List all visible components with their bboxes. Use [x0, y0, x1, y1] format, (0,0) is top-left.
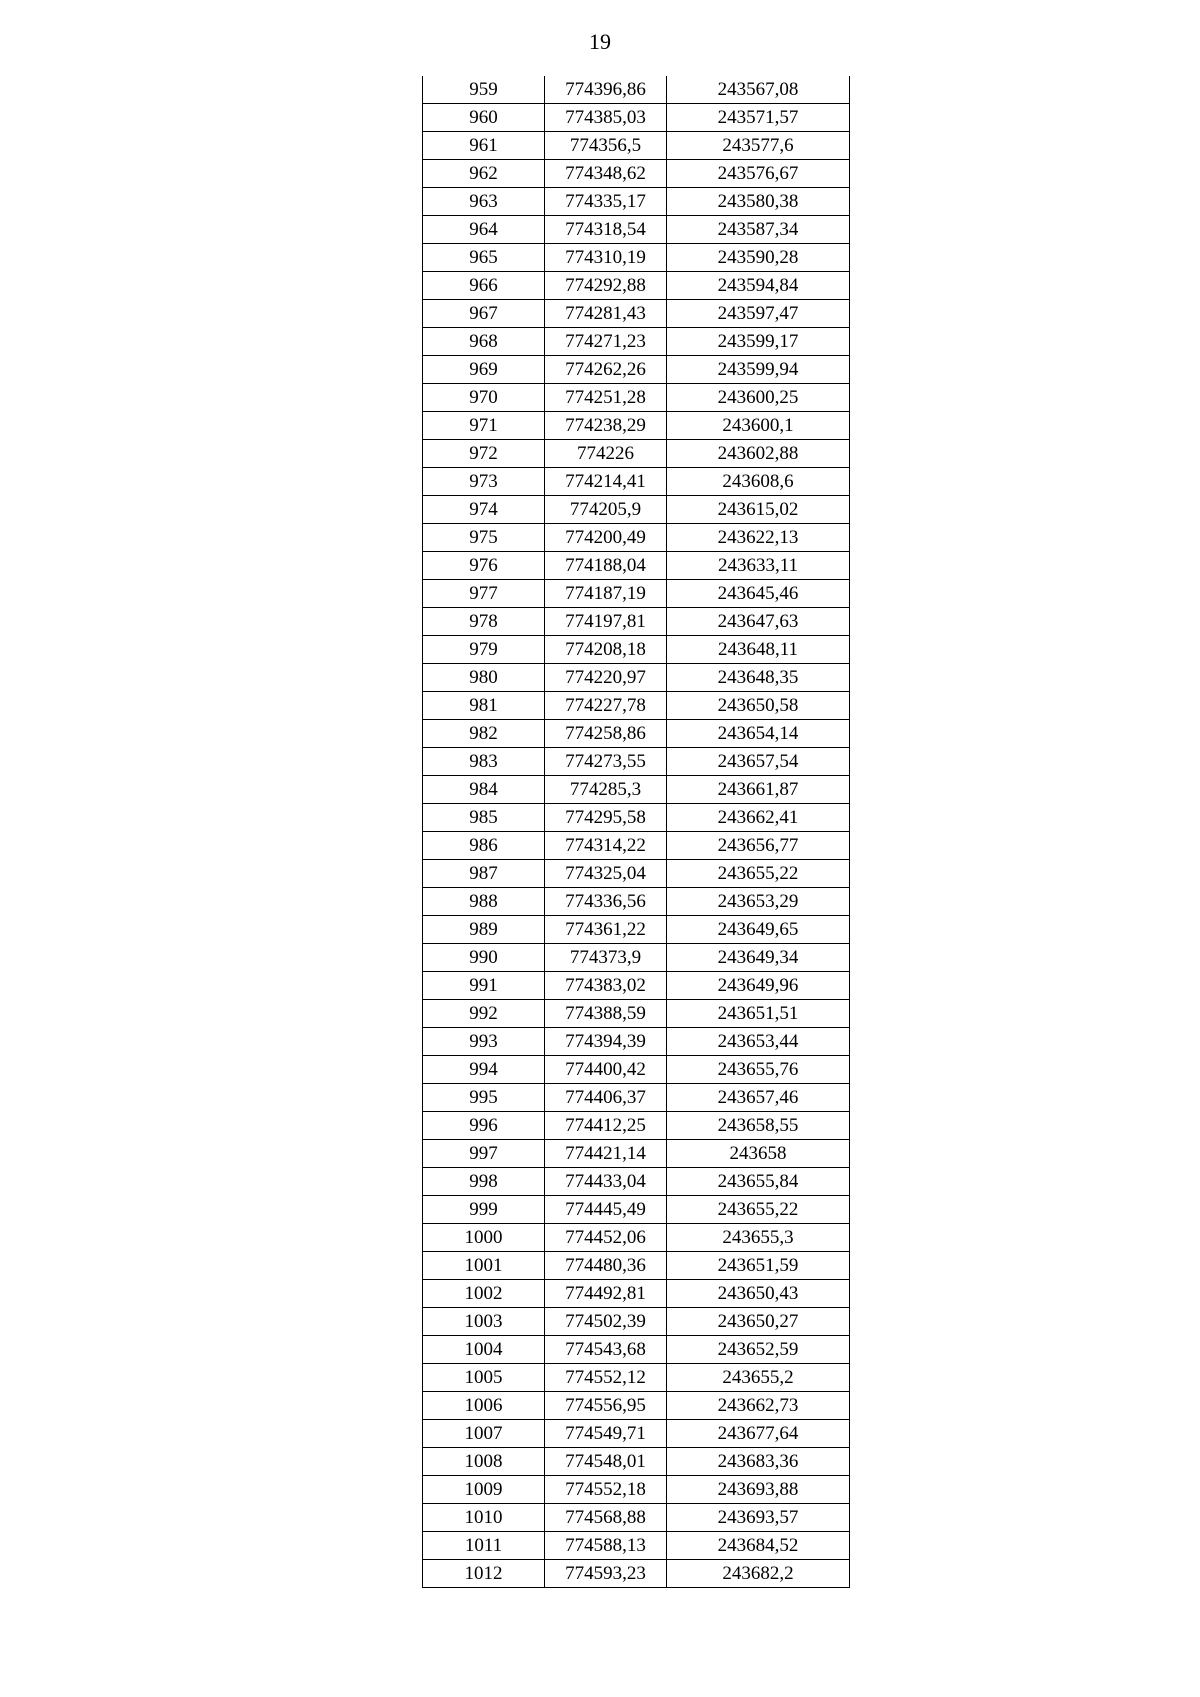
- coordinates-table: [422, 76, 850, 1588]
- x-coordinate-cell: 774310,19: [545, 244, 667, 272]
- y-coordinate-cell: 243599,17: [667, 328, 850, 356]
- x-coordinate-cell: 774445,49: [545, 1196, 667, 1224]
- point-number-cell: 1011: [423, 1532, 545, 1560]
- table-row: [423, 104, 850, 132]
- table-row: [423, 832, 850, 860]
- point-number-cell: 997: [423, 1140, 545, 1168]
- y-coordinate-cell: 243600,25: [667, 384, 850, 412]
- table-row: [423, 720, 850, 748]
- x-coordinate-cell: 774208,18: [545, 636, 667, 664]
- x-coordinate-cell: 774318,54: [545, 216, 667, 244]
- table-row: [423, 776, 850, 804]
- x-coordinate-cell: 774273,55: [545, 748, 667, 776]
- y-coordinate-cell: 243648,35: [667, 664, 850, 692]
- point-number-cell: 1000: [423, 1224, 545, 1252]
- y-coordinate-cell: 243652,59: [667, 1336, 850, 1364]
- point-number-cell: 982: [423, 720, 545, 748]
- point-number-cell: 996: [423, 1112, 545, 1140]
- point-number-cell: 975: [423, 524, 545, 552]
- point-number-cell: 974: [423, 496, 545, 524]
- point-number-cell: 998: [423, 1168, 545, 1196]
- table-row: [423, 412, 850, 440]
- point-number-cell: 970: [423, 384, 545, 412]
- table-row: [423, 580, 850, 608]
- x-coordinate-cell: 774205,9: [545, 496, 667, 524]
- table-row: [423, 524, 850, 552]
- y-coordinate-cell: 243597,47: [667, 300, 850, 328]
- table-row: [423, 1532, 850, 1560]
- table-row: [423, 1224, 850, 1252]
- point-number-cell: 989: [423, 916, 545, 944]
- y-coordinate-cell: 243576,67: [667, 160, 850, 188]
- table-row: [423, 328, 850, 356]
- table-row: [423, 1168, 850, 1196]
- table-row: [423, 1112, 850, 1140]
- point-number-cell: 962: [423, 160, 545, 188]
- point-number-cell: 981: [423, 692, 545, 720]
- x-coordinate-cell: 774314,22: [545, 832, 667, 860]
- point-number-cell: 984: [423, 776, 545, 804]
- point-number-cell: 1004: [423, 1336, 545, 1364]
- table-row: [423, 552, 850, 580]
- y-coordinate-cell: 243571,57: [667, 104, 850, 132]
- point-number-cell: 994: [423, 1056, 545, 1084]
- point-number-cell: 961: [423, 132, 545, 160]
- x-coordinate-cell: 774188,04: [545, 552, 667, 580]
- y-coordinate-cell: 243645,46: [667, 580, 850, 608]
- point-number-cell: 991: [423, 972, 545, 1000]
- point-number-cell: 978: [423, 608, 545, 636]
- x-coordinate-cell: 774292,88: [545, 272, 667, 300]
- coordinates-table-body: [423, 76, 850, 1588]
- y-coordinate-cell: 243602,88: [667, 440, 850, 468]
- point-number-cell: 1010: [423, 1504, 545, 1532]
- x-coordinate-cell: 774226: [545, 440, 667, 468]
- y-coordinate-cell: 243608,6: [667, 468, 850, 496]
- y-coordinate-cell: 243657,54: [667, 748, 850, 776]
- x-coordinate-cell: 774348,62: [545, 160, 667, 188]
- y-coordinate-cell: 243682,2: [667, 1560, 850, 1588]
- point-number-cell: 959: [423, 76, 545, 104]
- y-coordinate-cell: 243580,38: [667, 188, 850, 216]
- x-coordinate-cell: 774593,23: [545, 1560, 667, 1588]
- y-coordinate-cell: 243658: [667, 1140, 850, 1168]
- table-row: [423, 748, 850, 776]
- x-coordinate-cell: 774492,81: [545, 1280, 667, 1308]
- y-coordinate-cell: 243654,14: [667, 720, 850, 748]
- x-coordinate-cell: 774383,02: [545, 972, 667, 1000]
- point-number-cell: 1012: [423, 1560, 545, 1588]
- y-coordinate-cell: 243590,28: [667, 244, 850, 272]
- x-coordinate-cell: 774271,23: [545, 328, 667, 356]
- table-row: [423, 1140, 850, 1168]
- table-row: [423, 1308, 850, 1336]
- x-coordinate-cell: 774452,06: [545, 1224, 667, 1252]
- y-coordinate-cell: 243650,58: [667, 692, 850, 720]
- point-number-cell: 960: [423, 104, 545, 132]
- y-coordinate-cell: 243648,11: [667, 636, 850, 664]
- y-coordinate-cell: 243657,46: [667, 1084, 850, 1112]
- x-coordinate-cell: 774197,81: [545, 608, 667, 636]
- y-coordinate-cell: 243655,84: [667, 1168, 850, 1196]
- x-coordinate-cell: 774588,13: [545, 1532, 667, 1560]
- y-coordinate-cell: 243653,29: [667, 888, 850, 916]
- x-coordinate-cell: 774388,59: [545, 1000, 667, 1028]
- x-coordinate-cell: 774258,86: [545, 720, 667, 748]
- x-coordinate-cell: 774262,26: [545, 356, 667, 384]
- y-coordinate-cell: 243594,84: [667, 272, 850, 300]
- table-row: [423, 496, 850, 524]
- x-coordinate-cell: 774281,43: [545, 300, 667, 328]
- y-coordinate-cell: 243693,57: [667, 1504, 850, 1532]
- table-row: [423, 1560, 850, 1588]
- y-coordinate-cell: 243599,94: [667, 356, 850, 384]
- y-coordinate-cell: 243600,1: [667, 412, 850, 440]
- table-row: [423, 664, 850, 692]
- x-coordinate-cell: 774480,36: [545, 1252, 667, 1280]
- x-coordinate-cell: 774396,86: [545, 76, 667, 104]
- table-row: [423, 384, 850, 412]
- table-row: [423, 888, 850, 916]
- table-row: [423, 804, 850, 832]
- x-coordinate-cell: 774187,19: [545, 580, 667, 608]
- x-coordinate-cell: 774335,17: [545, 188, 667, 216]
- table-row: [423, 356, 850, 384]
- point-number-cell: 968: [423, 328, 545, 356]
- table-row: [423, 636, 850, 664]
- point-number-cell: 963: [423, 188, 545, 216]
- point-number-cell: 1001: [423, 1252, 545, 1280]
- table-row: [423, 1476, 850, 1504]
- table-row: [423, 1392, 850, 1420]
- table-row: [423, 244, 850, 272]
- table-row: [423, 440, 850, 468]
- y-coordinate-cell: 243677,64: [667, 1420, 850, 1448]
- table-row: [423, 916, 850, 944]
- y-coordinate-cell: 243615,02: [667, 496, 850, 524]
- point-number-cell: 983: [423, 748, 545, 776]
- y-coordinate-cell: 243684,52: [667, 1532, 850, 1560]
- point-number-cell: 990: [423, 944, 545, 972]
- y-coordinate-cell: 243683,36: [667, 1448, 850, 1476]
- y-coordinate-cell: 243649,34: [667, 944, 850, 972]
- point-number-cell: 995: [423, 1084, 545, 1112]
- table-row: [423, 1056, 850, 1084]
- table-row: [423, 188, 850, 216]
- point-number-cell: 967: [423, 300, 545, 328]
- point-number-cell: 969: [423, 356, 545, 384]
- point-number-cell: 971: [423, 412, 545, 440]
- x-coordinate-cell: 774295,58: [545, 804, 667, 832]
- point-number-cell: 1006: [423, 1392, 545, 1420]
- table-row: [423, 216, 850, 244]
- x-coordinate-cell: 774238,29: [545, 412, 667, 440]
- y-coordinate-cell: 243693,88: [667, 1476, 850, 1504]
- x-coordinate-cell: 774412,25: [545, 1112, 667, 1140]
- y-coordinate-cell: 243577,6: [667, 132, 850, 160]
- x-coordinate-cell: 774336,56: [545, 888, 667, 916]
- y-coordinate-cell: 243656,77: [667, 832, 850, 860]
- x-coordinate-cell: 774361,22: [545, 916, 667, 944]
- x-coordinate-cell: 774549,71: [545, 1420, 667, 1448]
- page-number: 19: [589, 29, 611, 54]
- y-coordinate-cell: 243650,27: [667, 1308, 850, 1336]
- point-number-cell: 979: [423, 636, 545, 664]
- x-coordinate-cell: 774285,3: [545, 776, 667, 804]
- table-row: [423, 1504, 850, 1532]
- point-number-cell: 965: [423, 244, 545, 272]
- y-coordinate-cell: 243655,76: [667, 1056, 850, 1084]
- table-row: [423, 1084, 850, 1112]
- point-number-cell: 992: [423, 1000, 545, 1028]
- point-number-cell: 985: [423, 804, 545, 832]
- table-row: [423, 160, 850, 188]
- x-coordinate-cell: 774433,04: [545, 1168, 667, 1196]
- y-coordinate-cell: 243655,22: [667, 860, 850, 888]
- y-coordinate-cell: 243587,34: [667, 216, 850, 244]
- y-coordinate-cell: 243647,63: [667, 608, 850, 636]
- y-coordinate-cell: 243650,43: [667, 1280, 850, 1308]
- table-row: [423, 1196, 850, 1224]
- y-coordinate-cell: 243653,44: [667, 1028, 850, 1056]
- point-number-cell: 999: [423, 1196, 545, 1224]
- x-coordinate-cell: 774548,01: [545, 1448, 667, 1476]
- point-number-cell: 976: [423, 552, 545, 580]
- y-coordinate-cell: 243662,73: [667, 1392, 850, 1420]
- x-coordinate-cell: 774552,12: [545, 1364, 667, 1392]
- point-number-cell: 972: [423, 440, 545, 468]
- y-coordinate-cell: 243655,2: [667, 1364, 850, 1392]
- y-coordinate-cell: 243658,55: [667, 1112, 850, 1140]
- y-coordinate-cell: 243651,51: [667, 1000, 850, 1028]
- y-coordinate-cell: 243655,3: [667, 1224, 850, 1252]
- point-number-cell: 966: [423, 272, 545, 300]
- x-coordinate-cell: 774400,42: [545, 1056, 667, 1084]
- point-number-cell: 1005: [423, 1364, 545, 1392]
- x-coordinate-cell: 774556,95: [545, 1392, 667, 1420]
- point-number-cell: 1002: [423, 1280, 545, 1308]
- table-row: [423, 1448, 850, 1476]
- point-number-cell: 964: [423, 216, 545, 244]
- x-coordinate-cell: 774406,37: [545, 1084, 667, 1112]
- point-number-cell: 1007: [423, 1420, 545, 1448]
- x-coordinate-cell: 774356,5: [545, 132, 667, 160]
- table-row: [423, 1280, 850, 1308]
- point-number-cell: 987: [423, 860, 545, 888]
- x-coordinate-cell: 774214,41: [545, 468, 667, 496]
- point-number-cell: 1003: [423, 1308, 545, 1336]
- table-row: [423, 1364, 850, 1392]
- point-number-cell: 980: [423, 664, 545, 692]
- table-row: [423, 468, 850, 496]
- x-coordinate-cell: 774385,03: [545, 104, 667, 132]
- point-number-cell: 977: [423, 580, 545, 608]
- point-number-cell: 1008: [423, 1448, 545, 1476]
- y-coordinate-cell: 243622,13: [667, 524, 850, 552]
- y-coordinate-cell: 243655,22: [667, 1196, 850, 1224]
- x-coordinate-cell: 774421,14: [545, 1140, 667, 1168]
- table-row: [423, 300, 850, 328]
- point-number-cell: 993: [423, 1028, 545, 1056]
- table-row: [423, 132, 850, 160]
- table-row: [423, 860, 850, 888]
- y-coordinate-cell: 243662,41: [667, 804, 850, 832]
- table-row: [423, 608, 850, 636]
- x-coordinate-cell: 774552,18: [545, 1476, 667, 1504]
- y-coordinate-cell: 243567,08: [667, 76, 850, 104]
- table-row: [423, 1420, 850, 1448]
- y-coordinate-cell: 243649,96: [667, 972, 850, 1000]
- x-coordinate-cell: 774220,97: [545, 664, 667, 692]
- y-coordinate-cell: 243651,59: [667, 1252, 850, 1280]
- table-row: [423, 1028, 850, 1056]
- x-coordinate-cell: 774200,49: [545, 524, 667, 552]
- table-row: [423, 272, 850, 300]
- table-row: [423, 1252, 850, 1280]
- point-number-cell: 973: [423, 468, 545, 496]
- x-coordinate-cell: 774502,39: [545, 1308, 667, 1336]
- table-row: [423, 1336, 850, 1364]
- x-coordinate-cell: 774568,88: [545, 1504, 667, 1532]
- table-row: [423, 76, 850, 104]
- point-number-cell: 986: [423, 832, 545, 860]
- x-coordinate-cell: 774543,68: [545, 1336, 667, 1364]
- y-coordinate-cell: 243661,87: [667, 776, 850, 804]
- table-row: [423, 692, 850, 720]
- y-coordinate-cell: 243633,11: [667, 552, 850, 580]
- table-row: [423, 944, 850, 972]
- point-number-cell: 988: [423, 888, 545, 916]
- y-coordinate-cell: 243649,65: [667, 916, 850, 944]
- x-coordinate-cell: 774227,78: [545, 692, 667, 720]
- x-coordinate-cell: 774325,04: [545, 860, 667, 888]
- point-number-cell: 1009: [423, 1476, 545, 1504]
- x-coordinate-cell: 774373,9: [545, 944, 667, 972]
- x-coordinate-cell: 774394,39: [545, 1028, 667, 1056]
- table-row: [423, 972, 850, 1000]
- x-coordinate-cell: 774251,28: [545, 384, 667, 412]
- table-row: [423, 1000, 850, 1028]
